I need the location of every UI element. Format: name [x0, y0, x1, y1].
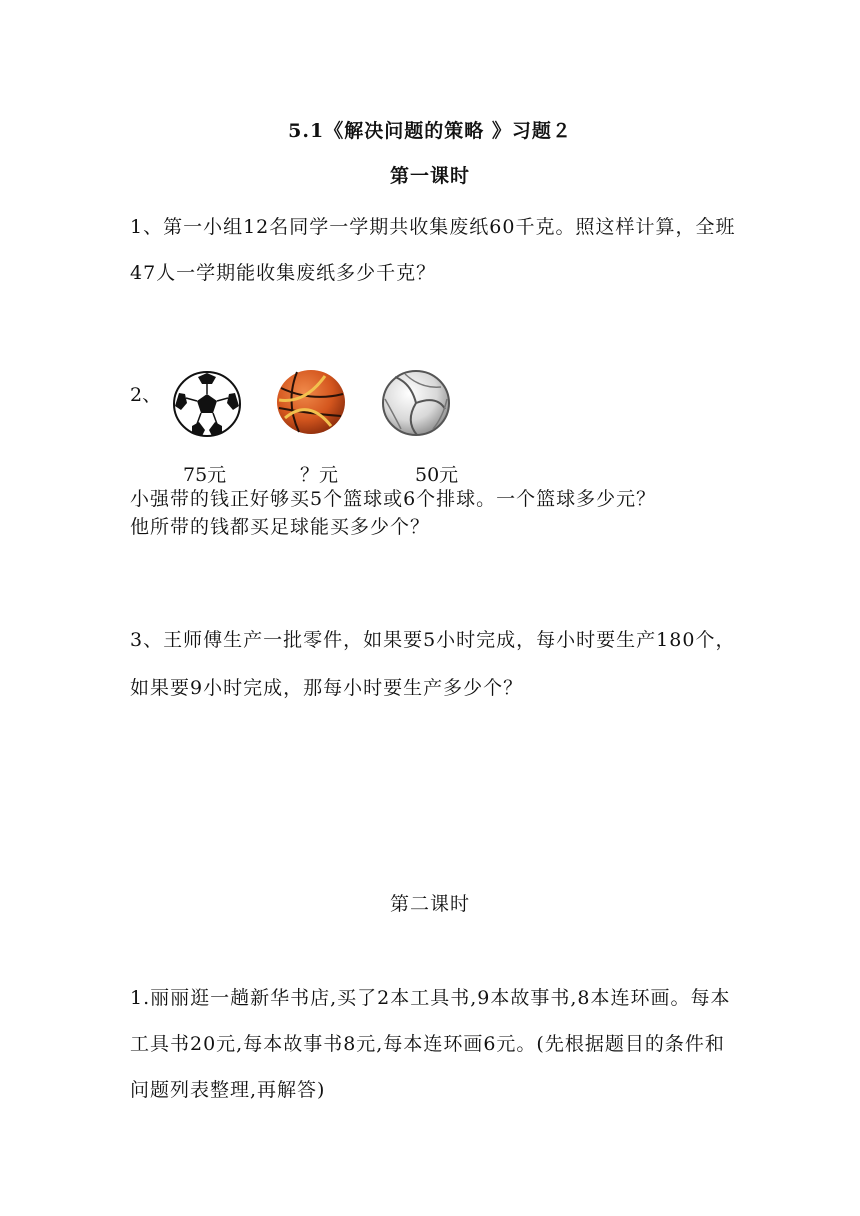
basketball-icon [275, 368, 347, 436]
question-2-line-1: 小强带的钱正好够买5个篮球或6个排球。一个篮球多少元？ [130, 488, 657, 510]
soccer-ball-icon [172, 370, 242, 438]
question-2-line-2: 他所带的钱都买足球能买多少个？ [130, 516, 431, 538]
volleyball-price: 50元 [415, 464, 459, 486]
basketball-price: ？元 [300, 464, 339, 486]
lesson-one-heading: 第一课时 [389, 165, 470, 187]
lesson-two-question-1-text: 1.丽丽逛一趟新华书店,买了2本工具书,9本故事书,8本连环画。每本工具书20元,每本故事书8元,每本连环画6元。(先根据题目的条件和问题列表整理,再解答) [130, 987, 731, 1101]
question-2-number: 2、 [130, 384, 162, 406]
lesson-two-heading: 第二课时 [389, 893, 470, 915]
soccer-ball-price: 75元 [183, 464, 227, 486]
volleyball-icon [381, 369, 451, 437]
question-1-text: 1、第一小组12名同学一学期共收集废纸60千克。照这样计算，全班47人一学期能收集废纸多少千克？ [130, 216, 736, 284]
worksheet-title: 5.1《解决问题的策略 》习题２ [288, 120, 572, 142]
question-2-text [130, 485, 740, 541]
question-3-text: 3、王师傅生产一批零件，如果要5小时完成，每小时要生产180个，如果要9小时完成，那每小时要生产多少个？ [130, 629, 736, 699]
